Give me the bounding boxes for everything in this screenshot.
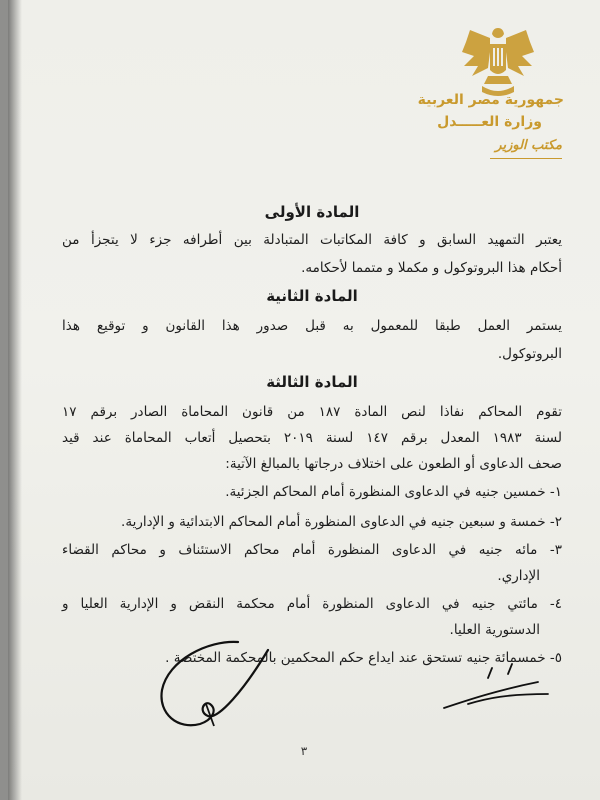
- article-3-heading: المادة الثالثة: [266, 373, 358, 391]
- signature-right: [438, 660, 558, 720]
- article-3-item-1: ١- خمسين جنيه في الدعاوى المنظورة أمام المحاكم الجزئية.: [225, 484, 562, 500]
- article-1-line-1: يعتبر التمهيد السابق و كافة المكاتبات المتبادلة بين أطرافه جزء لا يتجزأ من: [62, 232, 562, 248]
- article-2-heading: المادة الثانية: [266, 287, 358, 305]
- article-1-heading: المادة الأولى: [264, 203, 360, 221]
- article-3-item-2: ٢- خمسة و سبعين جنيه في الدعاوى المنظورة أمام المحاكم الابتدائية و الإدارية.: [121, 514, 562, 530]
- page-number: ٣: [300, 744, 308, 758]
- document-page: [8, 0, 600, 800]
- article-3-item-3-line-1: ٣- مائه جنيه في الدعاوى المنظورة أمام محاكم الاستئناف و محاكم القضاء: [62, 542, 562, 558]
- article-3-item-4-line-1: ٤- مائتي جنيه في الدعاوى المنظورة أمام محكمة النقض و الإدارية العليا و: [62, 596, 562, 612]
- signature-left: [148, 630, 298, 740]
- article-2-line-1: يستمر العمل طبقا للمعمول به قبل صدور هذا القانون و توقيع هذا: [62, 318, 562, 334]
- article-3-line-3: صحف الدعاوى أو الطعون على اختلاف درجاتها بالمبالغ الآتية:: [225, 456, 562, 472]
- article-3-item-4-line-2: الدستورية العليا.: [449, 622, 540, 638]
- article-3-item-5: ٥- خمسمائة جنيه تستحق عند ايداع حكم المحكمين بالمحكمة المختصة .: [165, 650, 562, 666]
- article-3-item-3-line-2: الإداري.: [497, 568, 540, 584]
- article-3-line-2: لسنة ١٩٨٣ المعدل برقم ١٤٧ لسنة ٢٠١٩ بتحصيل أتعاب المحاماة عند قيد: [62, 430, 562, 446]
- article-1-line-2: أحكام هذا البروتوكول و مكملا و متمما لأحكامه.: [301, 260, 562, 276]
- letterhead-ministry: وزارة العـــــدل: [437, 114, 542, 130]
- letterhead-office: مكتب الوزير: [495, 138, 562, 153]
- letterhead-country: جمهورية مصر العربية: [417, 92, 564, 108]
- article-3-line-1: تقوم المحاكم نفاذا لنص المادة ١٨٧ من قانون المحاماة الصادر برقم ١٧: [62, 404, 562, 420]
- article-2-line-2: البروتوكول.: [497, 346, 562, 362]
- page-edge-shadow: [8, 0, 22, 800]
- document-body: [62, 0, 562, 740]
